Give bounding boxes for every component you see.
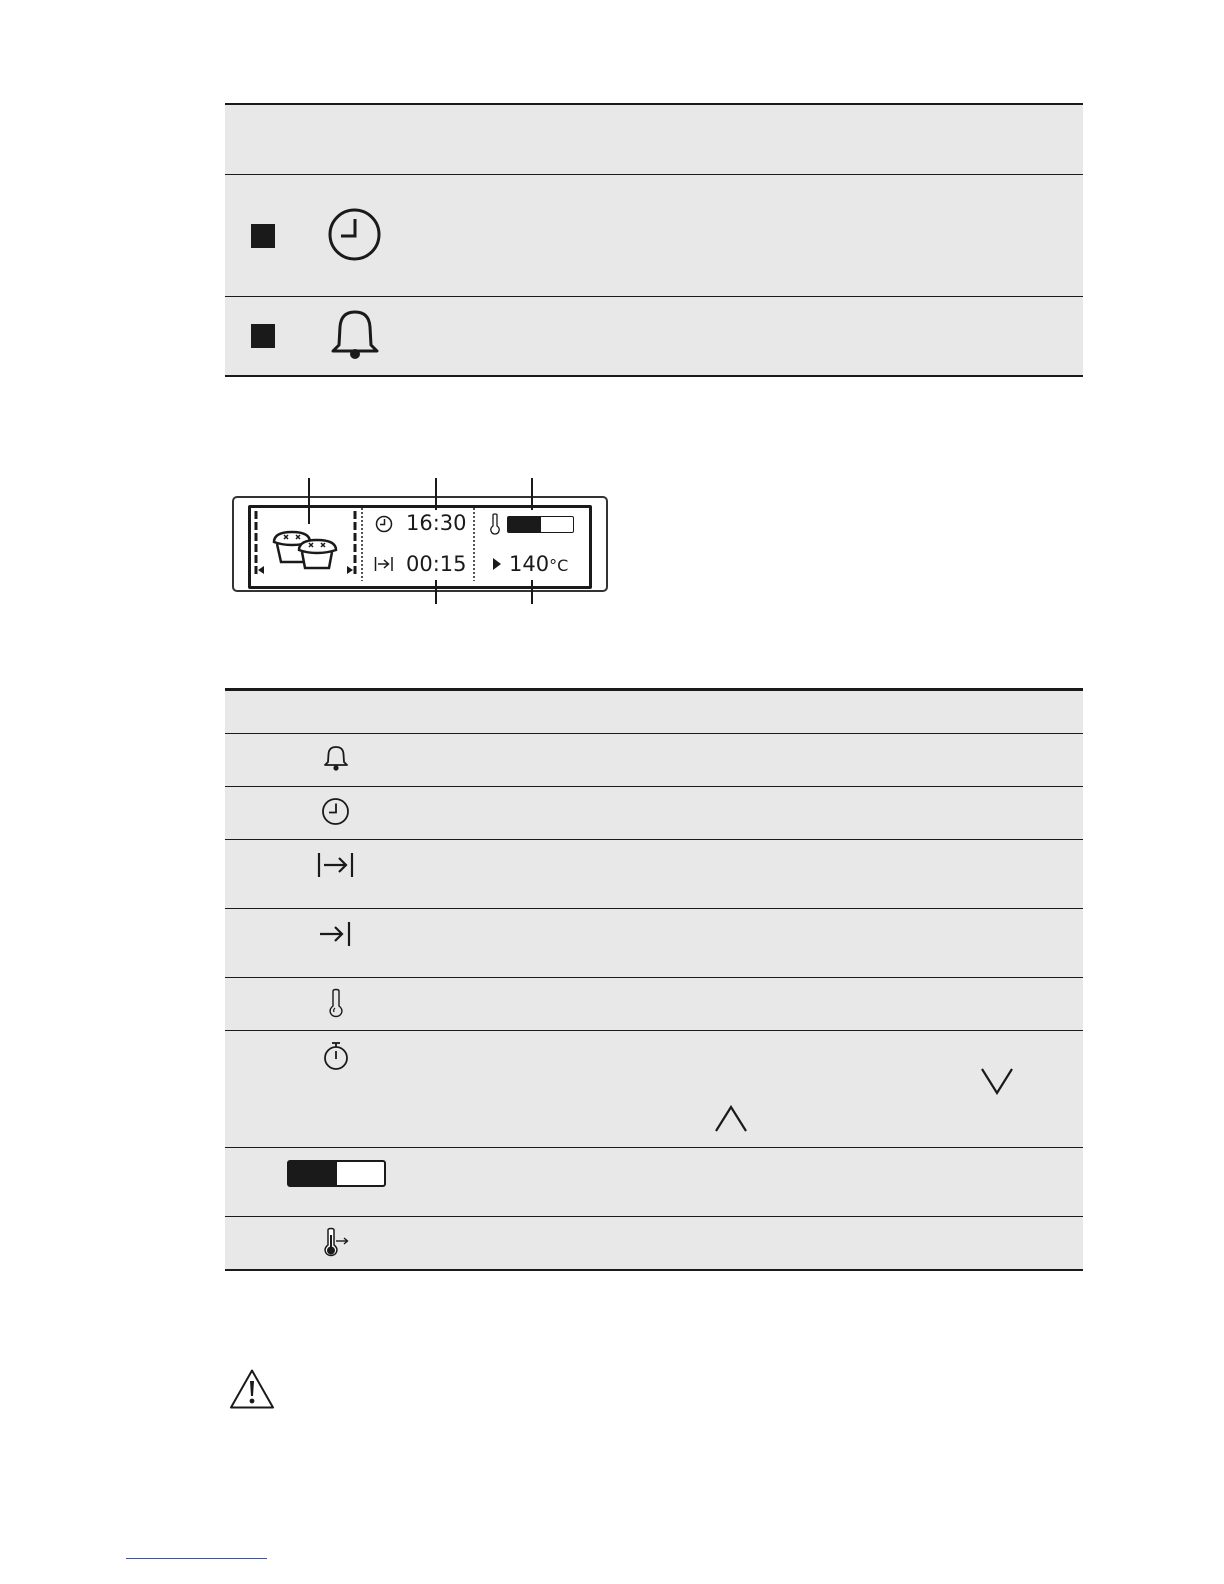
table-rule (225, 733, 1083, 734)
duration-icon (374, 556, 394, 572)
table-rule (225, 1147, 1083, 1148)
thermometer-icon (489, 513, 501, 535)
bell-icon (323, 744, 349, 772)
table-rule (225, 688, 1083, 691)
warning-icon (229, 1368, 275, 1410)
end-icon (318, 920, 354, 948)
table-row (225, 978, 1083, 1030)
table-row (225, 1217, 1083, 1269)
footer-link-underline (126, 1558, 267, 1559)
play-arrow-icon (492, 557, 502, 571)
heat-up-bar-fill (508, 517, 541, 532)
table-rule (225, 296, 1083, 297)
heat-up-bar-fill (289, 1162, 337, 1185)
table-rule (225, 1216, 1083, 1217)
bell-icon (328, 307, 382, 361)
table-rule (225, 908, 1083, 909)
meat-probe-icon (324, 1227, 350, 1257)
table-2-header-row (225, 691, 1083, 733)
table-rule (225, 786, 1083, 787)
timer-icon (322, 1041, 350, 1071)
chevron-up-icon (714, 1105, 748, 1133)
table-rule (225, 839, 1083, 840)
clock-time: 16:30 (406, 511, 467, 535)
thermometer-icon (327, 988, 345, 1018)
table-row (225, 787, 1083, 839)
clock-icon (321, 797, 350, 826)
table-row (225, 734, 1083, 786)
temperature-unit: °C (549, 556, 569, 575)
heating-function-icon (252, 508, 360, 580)
heat-up-bar-icon (287, 1160, 386, 1187)
sensor-field-square (251, 324, 275, 348)
clock-icon (327, 207, 382, 262)
temperature-value: 140 (509, 552, 550, 576)
duration-icon (316, 851, 356, 879)
clock-icon (375, 515, 393, 533)
table-rule (225, 1269, 1083, 1271)
heat-up-bar (507, 516, 574, 533)
table-row (225, 1031, 1083, 1147)
temperature-display (509, 554, 568, 575)
duration-time: 00:15 (406, 552, 467, 576)
table-rule (225, 1030, 1083, 1031)
table-rule (225, 103, 1083, 105)
chevron-down-icon (980, 1067, 1014, 1095)
table-rule (225, 375, 1083, 377)
table-rule (225, 174, 1083, 175)
table-1-header-row (225, 105, 1083, 174)
sensor-field-square (251, 224, 275, 248)
table-rule (225, 977, 1083, 978)
